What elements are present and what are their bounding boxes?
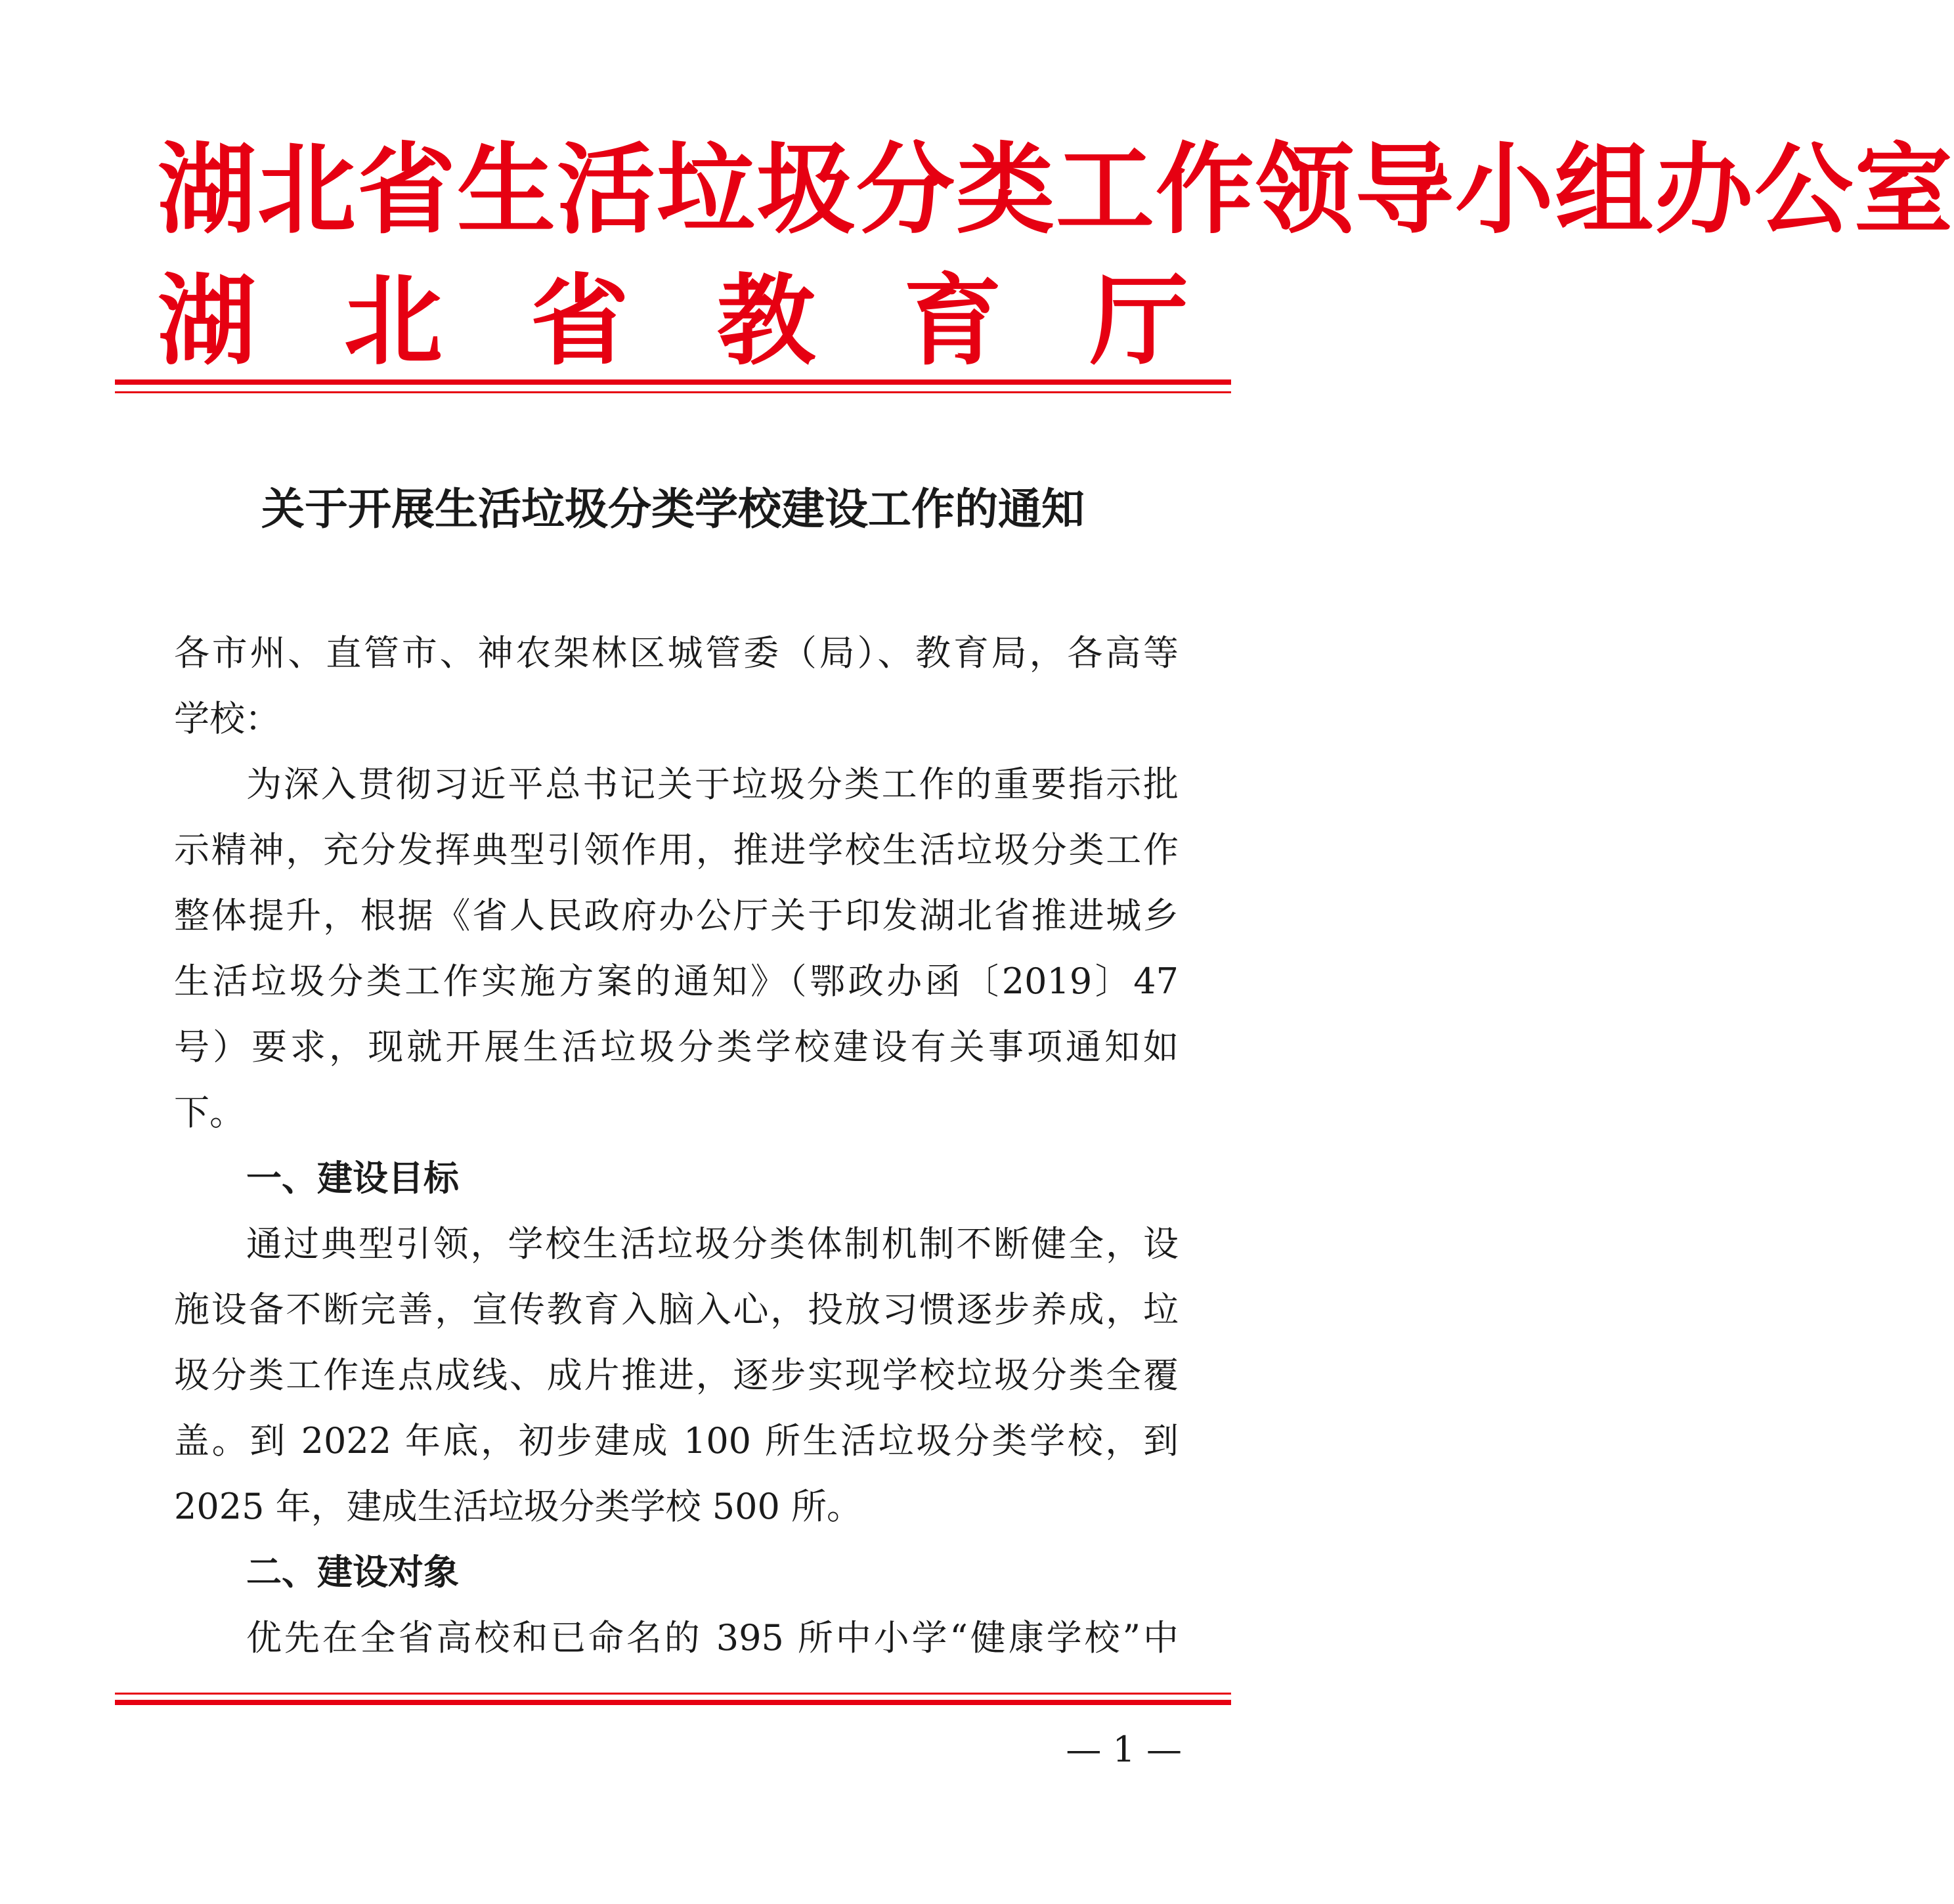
body-line: 圾分类工作连点成线、成片推进，逐步实现学校垃圾分类全覆 (174, 1354, 1179, 1396)
letterhead-char: 厅 (1089, 265, 1188, 379)
letterhead-char: 省 (530, 265, 629, 379)
section-heading-2: 二、建设对象 (246, 1551, 459, 1593)
header-rule-thick (115, 379, 1231, 385)
section-heading-1: 一、建设目标 (246, 1158, 459, 1199)
letterhead-char: 育 (903, 265, 1002, 379)
footer-rule-thin (115, 1693, 1231, 1695)
body-line: 下。 (174, 1092, 245, 1133)
body-line: 盖。到 2022 年底，初步建成 100 所生活垃圾分类学校，到 (174, 1420, 1179, 1461)
body-line: 各市州、直管市、神农架林区城管委（局）、教育局，各高等 (174, 632, 1179, 674)
letterhead-char: 教 (716, 265, 815, 379)
body-line: 示精神，充分发挥典型引领作用，推进学校生活垃圾分类工作 (174, 829, 1179, 871)
footer-rule-thick (115, 1700, 1231, 1705)
body-line: 为深入贯彻习近平总书记关于垃圾分类工作的重要指示批 (246, 764, 1179, 805)
body-line: 施设备不断完善，宣传教育入脑入心，投放习惯逐步养成，垃 (174, 1289, 1179, 1330)
letterhead-line-1: 湖北省生活垃圾分类工作领导小组办公室 (158, 133, 1954, 248)
body-line: 学校： (174, 698, 280, 739)
page-number: — 1 — (1066, 1729, 1182, 1770)
letterhead-line-2 (158, 265, 1188, 379)
document-title: 关于开展生活垃圾分类学校建设工作的通知 (261, 483, 1085, 534)
body-line: 整体提升，根据《省人民政府办公厅关于印发湖北省推进城乡 (174, 895, 1179, 936)
body-line: 号）要求，现就开展生活垃圾分类学校建设有关事项通知如 (174, 1026, 1179, 1068)
body-line: 生活垃圾分类工作实施方案的通知》（鄂政办函〔2019〕47 (174, 961, 1179, 1002)
header-rule-thin (115, 391, 1231, 393)
letterhead-char: 北 (343, 265, 443, 379)
body-line: 2025 年，建成生活垃圾分类学校 500 所。 (174, 1486, 862, 1527)
body-line: 优先在全省高校和已命名的 395 所中小学“健康学校”中 (246, 1617, 1179, 1658)
body-line: 通过典型引领，学校生活垃圾分类体制机制不断健全，设 (246, 1223, 1179, 1265)
letterhead-char: 湖 (158, 265, 257, 379)
